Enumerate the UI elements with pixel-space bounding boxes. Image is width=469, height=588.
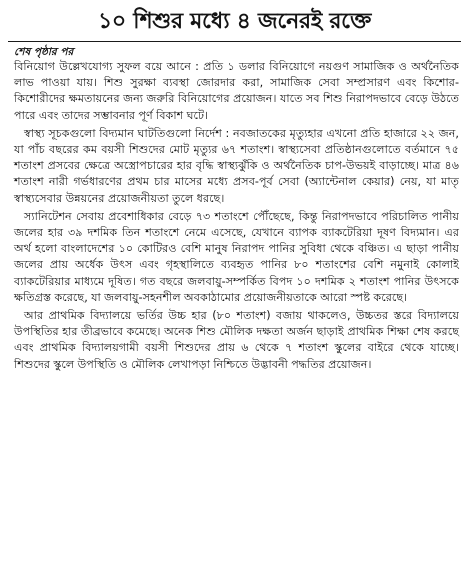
headline: ১০ শিশুর মধ্যে ৪ জনেরই রক্তে	[97, 9, 372, 34]
paragraph-sanitation: স্যানিটেশন সেবায় প্রবেশাধিকার বেড়ে ৭৩ শতাংশে পৌঁছেছে, কিন্তু নিরাপদভাবে পরিচালিত পানীয় জলের হার ৩৯ দশমিক তিন শতাংশে নেমে এসেছে, যেখানে ব্যাপক ব্যাকটেরিয়া দূষণ বিদ্যমান। এর অর্থ হলো বাংলাদেশের ১০ কোটিরও বেশি মানুষ নিরাপদ পানির সুবিধা থেকে বঞ্চিত। এ ছাড়া পানীয় জলের প্রায় অর্ধেক উৎস এবং গৃহস্থালিতে ব্যবহৃত পানির ৮০ শতাংশের বেশি নমুনাই কোলাই ব্যাকটেরিয়ার মাধ্যমে দূষিত। গত বছরে জলবায়ু-সম্পর্কিত বিপদ ১০ দশমিক ২ শতাংশ পানির উৎসকে ক্ষতিগ্রস্ত করেছে, যা জলবায়ু-সহনশীল অবকাঠামোর প্রয়োজনীয়তাকে আরো স্পষ্ট করেছে।	[14, 209, 459, 304]
paragraph-education: আর প্রাথমিক বিদ্যালয়ে ভর্তির উচ্চ হার (৮০ শতাংশ) বজায় থাকলেও, উচ্চতর স্তরে বিদ্যালয়ে উপস্থিতির হার তীব্রভাবে কমেছে। অনেক শিশু মৌলিক দক্ষতা অর্জন ছাড়াই প্রাথমিক শিক্ষা শেষ করছে এবং প্রাথমিক বিদ্যালয়গামী বয়সী শিশুদের প্রায় ৬ থেকে ৭ শতাংশ স্কুলের বাইরে থেকে যাচ্ছে। শিশুদের স্কুলে উপস্থিতি ও মৌলিক লেখাপড়া নিশ্চিতে উদ্ভাবনী পদ্ধতির প্রয়োজন।	[14, 309, 459, 371]
paragraph-health: স্বাস্থ্য সূচকগুলো বিদ্যমান ঘাটতিগুলো নির্দেশ : নবজাতকের মৃত্যুহার এখনো প্রতি হাজারে ২২ জন, যা পাঁচ বছরের কম বয়সী শিশুদের মোট মৃত্যুর ৬৭ শতাংশ। স্বাস্থ্যসেবা প্রতিষ্ঠানগুলোতে বর্তমানে ৭৫ শতাংশ প্রসবের ক্ষেত্রে অস্ত্রোপচারের হার বৃদ্ধি স্বাস্থ্যঝুঁকি ও অর্থনৈতিক চাপ-উভয়ই বাড়াচ্ছে। মাত্র ৪৬ শতাংশ নারী গর্ভধারণের প্রথম চার মাসের মধ্যে প্রসব-পূর্ব সেবা (অ্যান্টেনাল কেয়ার) নেয়, যা মাতৃ স্বাস্থ্যসেবার উন্নয়নের প্রয়োজনীয়তা তুলে ধরছে।	[14, 126, 459, 205]
article-body	[0, 59, 469, 373]
paragraph-investment: বিনিয়োগ উল্লেখযোগ্য সুফল বয়ে আনে : প্রতি ১ ডলার বিনিয়োগে নয়গুণ সামাজিক ও অর্থনৈতিক লাভ পাওয়া যায়। শিশু সুরক্ষা ব্যবস্থা জোরদার করা, সামাজিক সেবা সম্প্রসারণ এবং কিশোর-কিশোরীদের ক্ষমতায়নের জন্য জরুরি বিনিয়োগের প্রয়োজন। যাতে সব শিশু নিরাপদভাবে বেড়ে উঠতে পারে এবং তাদের সম্ভাবনার পূর্ণ বিকাশ ঘটে।	[14, 60, 459, 122]
continued-from-label: শেষ পৃষ্ঠার পর	[14, 46, 74, 58]
